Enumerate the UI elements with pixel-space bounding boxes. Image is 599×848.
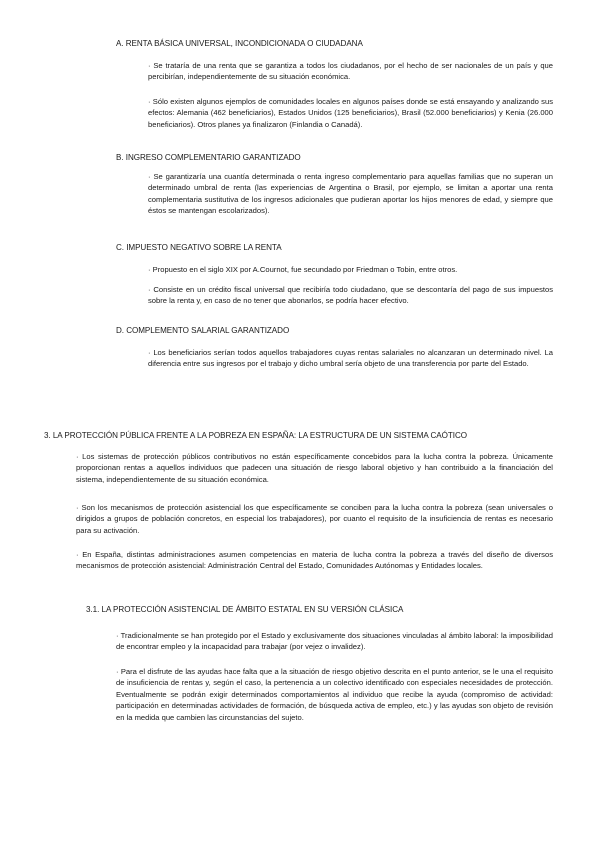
bullet-paragraph: · Los beneficiarios serían todos aquellos trabajadores cuyas rentas salariales no alcanzaran un determinado nivel. La diferencia entre sus ingresos por el trabajo y dicho umbral sería objeto de una transferencia por parte del Estado. [148, 348, 553, 369]
subsection-heading-3-1: 3.1. LA PROTECCIÓN ASISTENCIAL DE ÁMBITO ESTATAL EN SU VERSIÓN CLÁSICA [86, 605, 404, 614]
subheading-renta-basica: A. RENTA BÁSICA UNIVERSAL, INCONDICIONADA O CIUDADANA [116, 39, 363, 48]
bullet-paragraph: · Consiste en un crédito fiscal universal que recibiría todo ciudadano, que se descontaría del pago de sus impuestos sobre la renta y, en caso de no tener que abonarlos, se podría hacer efectivo. [148, 285, 553, 306]
bullet-paragraph: · Propuesto en el siglo XIX por A.Cournot, fue secundado por Friedman o Tobin, entre otros. [148, 265, 458, 274]
bullet-paragraph: · Sólo existen algunos ejemplos de comunidades locales en algunos países donde se está ensayando y analizando sus efectos: Alemania (462 beneficiarios), Estados Unidos (125 beneficiarios), Brasil (52.000 beneficiarios) y Kenia (26.000 beneficiarios). Otros planes ya finalizaron (Finlandia o Canadá). [148, 97, 553, 129]
bullet-paragraph: · Se garantizaría una cuantía determinada o renta ingreso complementario para aquellas familias que no superan un determinado umbral de renta (las experiencias de Argentina o Brasil, por ejemplo, se limitan a aportar una renta complementaria sustitutiva de los ingresos adicionales que pudieran aportar los hijos menores de edad, y siempre que éstos se mantengan escolarizados). [148, 172, 553, 216]
bullet-paragraph: · Se trataría de una renta que se garantiza a todos los ciudadanos, por el hecho de ser nacionales de un país y que percibirían, independientemente de su situación económica. [148, 61, 553, 82]
bullet-paragraph: · Son los mecanismos de protección asistencial los que específicamente se conciben para la lucha contra la pobreza (sean universales o dirigidos a grupos de población concretos, en especial los trabajadores), por cuanto el requisito de la insuficiencia de rentas es necesario para su activación. [76, 503, 553, 535]
subheading-ingreso-complementario: B. INGRESO COMPLEMENTARIO GARANTIZADO [116, 153, 301, 162]
bullet-paragraph: · En España, distintas administraciones asumen competencias en materia de lucha contra la pobreza a través del diseño de diversos mecanismos de protección asistencial: Administración Central del Estado, Comunidades Autónomas y Entidades locales. [76, 550, 553, 571]
bullet-paragraph: · Para el disfrute de las ayudas hace falta que a la situación de riesgo objetivo descrita en el punto anterior, se le una el requisito de insuficiencia de rentas y, según el caso, la pertenencia a un colectivo identificado con especiales necesidades de protección. Eventualmente se podrán exigir determinados comportamientos al individuo que recibe la ayuda (compromiso de actividad: participación en determinadas actividades de formación, de búsqueda activa de empleo, etc.) y las ayudas son objeto de revisión en la medida que cambien las circunstancias del sujeto. [116, 667, 553, 722]
subheading-complemento-salarial: D. COMPLEMENTO SALARIAL GARANTIZADO [116, 326, 290, 335]
subheading-impuesto-negativo: C. IMPUESTO NEGATIVO SOBRE LA RENTA [116, 243, 282, 252]
bullet-paragraph: · Los sistemas de protección públicos contributivos no están específicamente concebidos para la lucha contra la pobreza. Únicamente proporcionan rentas a aquellos individuos que padecen una situación de riesgo laboral objetivo y han contribuido a la financiación del sistema, independientemente de su situación económica. [76, 452, 553, 484]
section-heading-3: 3. LA PROTECCIÓN PÚBLICA FRENTE A LA POBREZA EN ESPAÑA: LA ESTRUCTURA DE UN SISTEMA CAÓTICO [44, 431, 468, 440]
bullet-paragraph: · Tradicionalmente se han protegido por el Estado y exclusivamente dos situaciones vinculadas al ámbito laboral: la imposibilidad de encontrar empleo y la incapacidad para trabajar (por vejez o invalidez). [116, 631, 553, 652]
